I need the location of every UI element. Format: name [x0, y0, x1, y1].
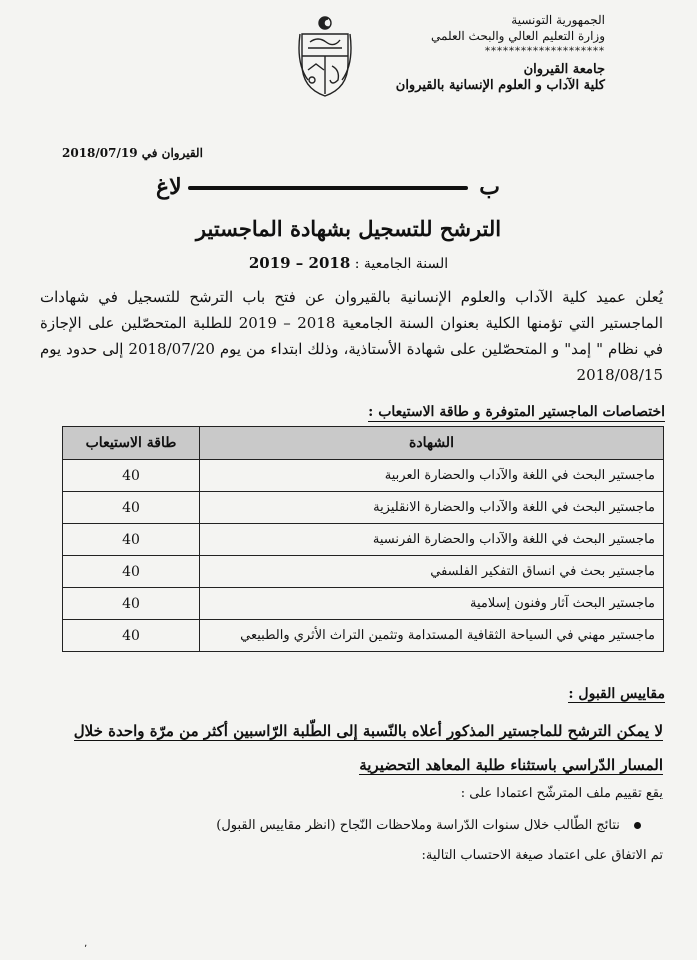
- formula-agreement-line: تم الاتفاق على اعتماد صيغة الاحتساب التالية:: [421, 848, 663, 863]
- issuer-header: [305, 12, 605, 94]
- faculty-name: كلية الآداب و العلوم الإنسانية بالقيروان: [395, 78, 605, 93]
- admission-criteria-text: [28, 714, 663, 782]
- degree-name: ماجستير البحث آثار وفنون إسلامية: [200, 588, 664, 620]
- university-name: جامعة القيروان: [523, 62, 605, 77]
- table-row: [63, 524, 664, 556]
- degree-capacity: 40: [63, 492, 200, 524]
- header-stars: ********************: [485, 46, 605, 57]
- table-row: [63, 492, 664, 524]
- table-row: [63, 620, 664, 652]
- academic-year: [0, 254, 697, 272]
- degree-capacity: 40: [63, 620, 200, 652]
- degree-name: ماجستير البحث في اللغة والآداب والحضارة الفرنسية: [200, 524, 664, 556]
- table-row: [63, 460, 664, 492]
- academic-year-value: 2018 – 2019: [248, 254, 351, 272]
- republic-name: الجمهورية التونسية: [511, 13, 605, 27]
- announcement-paragraph: يُعلن عميد كلية الآداب والعلوم الإنسانية بالقيروان عن فتح باب الترشح للتسجيل في شهادات الماجستير التي تؤمنها الكلية بعنوان السنة الجامعية 2018 – 2019 للطلبة المتحصّلين على الإجازة في نظام " إمد" و المتحصّلين على شهادة الأستاذية، وذلك ابتداء من يوم 2018/07/20 إلى حدود يوم 2018/08/15: [40, 288, 664, 384]
- degree-capacity: 40: [63, 460, 200, 492]
- degree-capacity: 40: [63, 588, 200, 620]
- academic-year-label: السنة الجامعية :: [354, 256, 449, 272]
- specializations-table: [62, 426, 664, 652]
- column-capacity: طاقة الاستيعاب: [63, 427, 200, 460]
- notice-heading-end: لاغ: [156, 174, 182, 200]
- notice-heading-start: ب: [479, 174, 500, 200]
- degree-capacity: 40: [63, 524, 200, 556]
- degree-capacity: 40: [63, 556, 200, 588]
- bullet-icon: [634, 822, 641, 829]
- notice-heading-stretch: [188, 186, 468, 190]
- table-header-row: [63, 427, 664, 460]
- main-title: الترشح للتسجيل بشهادة الماجستير: [195, 216, 502, 241]
- specializations-title: اختصاصات الماجستير المتوفرة و طاقة الاستيعاب :: [368, 404, 665, 420]
- table-row: [63, 556, 664, 588]
- notice-heading: [148, 172, 508, 208]
- criteria-line-1: لا يمكن الترشح للماجستير المذكور أعلاه بالنّسبة إلى الطّلبة الرّاسبين أكثر من مرّة واحدة خلال: [73, 722, 663, 740]
- degree-name: ماجستير البحث في اللغة والآداب والحضارة الانقليزية: [200, 492, 664, 524]
- bullet-text: نتائج الطّالب خلال سنوات الدّراسة وملاحظات النّجاح (انظر مقاييس القبول): [216, 818, 620, 833]
- ministry-name: وزارة التعليم العالي والبحث العلمي: [431, 29, 605, 43]
- column-degree: الشهادة: [200, 427, 664, 460]
- degree-name: ماجستير بحث في انساق التفكير الفلسفي: [200, 556, 664, 588]
- admission-criteria-title: مقاييس القبول :: [568, 686, 665, 702]
- table-row: [63, 588, 664, 620]
- criteria-line-2: المسار الدّراسي باستثناء طلبة المعاهد التحضيرية: [359, 756, 663, 774]
- evaluation-bullet: [216, 818, 641, 833]
- degree-name: ماجستير مهني في السياحة الثقافية المستدامة وتثمين التراث الأثري والطبيعي: [200, 620, 664, 652]
- degree-name: ماجستير البحث في اللغة والآداب والحضارة العربية: [200, 460, 664, 492]
- evaluation-line: يقع تقييم ملف المترشّح اعتمادا على :: [460, 786, 663, 801]
- document-date: القيروان في 2018/07/19: [62, 146, 203, 160]
- footer-mark: ٬: [84, 944, 88, 955]
